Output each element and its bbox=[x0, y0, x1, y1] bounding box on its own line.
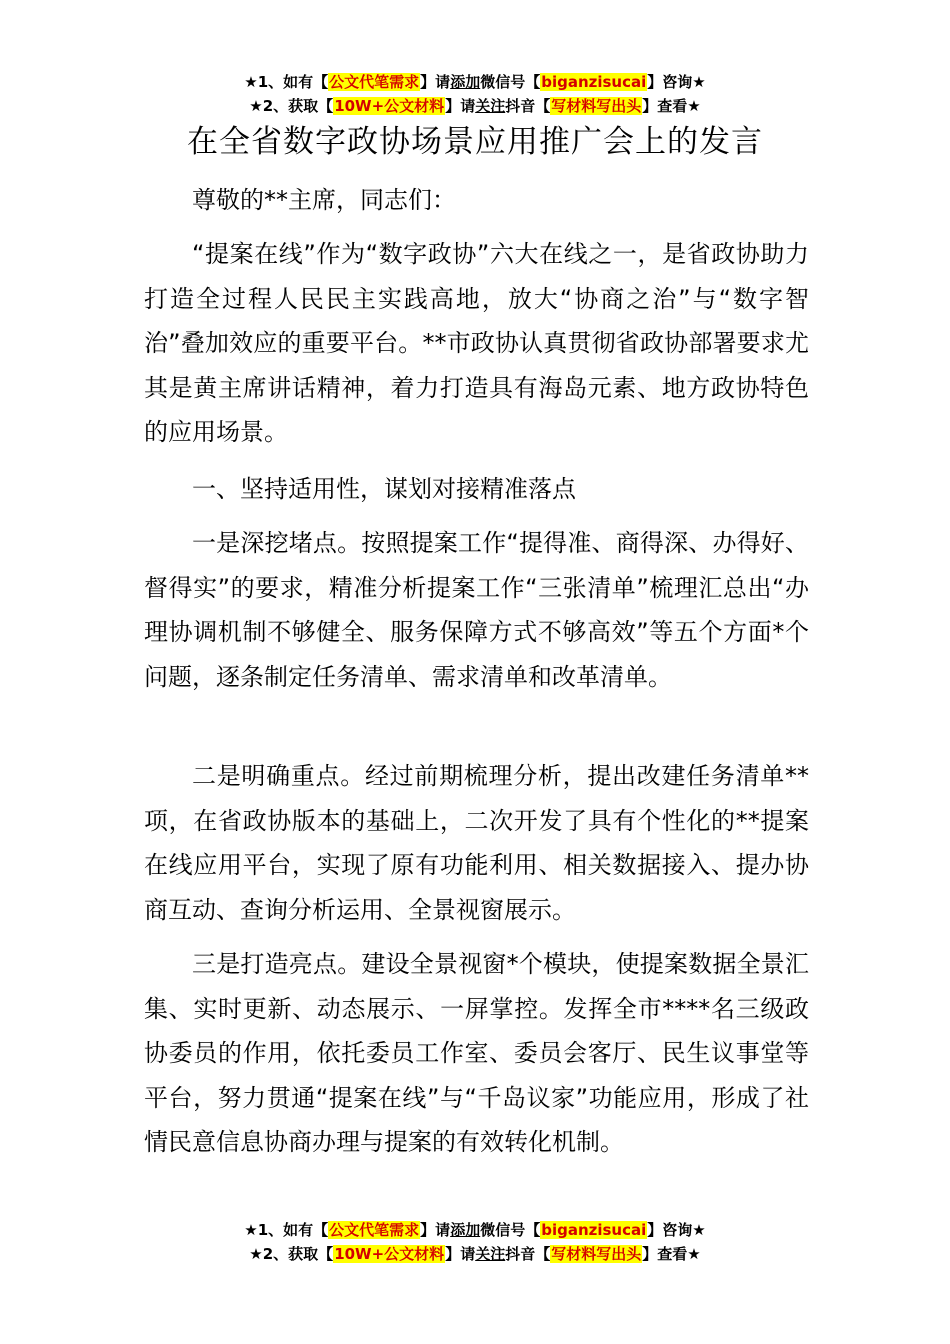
promo-underlined-text: 关注 bbox=[475, 1245, 506, 1263]
promo-underlined-text: 添加 bbox=[450, 1221, 481, 1239]
point-three-text: 三是打造亮点。建设全景视窗*个模块，使提案数据全景汇集、实时更新、动态展示、一屏掌控。发挥全市****名三级政协委员的作用，依托委员工作室、委员会客厅、民生议事堂等平台，努力贯通“提案在线”与“千岛议家”功能应用，形成了社情民意信息协商办理与提案的有效转化机制。 bbox=[144, 950, 809, 1156]
promo-highlight: 公文代笔需求 bbox=[329, 73, 420, 91]
section-heading bbox=[144, 467, 809, 512]
greeting-paragraph bbox=[144, 178, 809, 223]
promo-text: 】请 bbox=[420, 1221, 451, 1239]
promo-text: 微信号【 bbox=[480, 1221, 541, 1239]
greeting-text: 尊敬的**主席，同志们： bbox=[192, 186, 456, 214]
promo-line-2 bbox=[0, 1242, 950, 1266]
promo-highlight: 公文代笔需求 bbox=[329, 1221, 420, 1239]
promo-text: ★1、如有【 bbox=[244, 1221, 329, 1239]
section-heading-text: 一、坚持适用性，谋划对接精准落点 bbox=[192, 475, 576, 503]
point-two-text: 二是明确重点。经过前期梳理分析，提出改建任务清单**项，在省政协版本的基础上，二次开发了具有个性化的**提案在线应用平台，实现了原有功能利用、相关数据接入、提办协商互动、查询分析运用、全景视窗展示。 bbox=[144, 762, 809, 924]
document-title: 在全省数字政协场景应用推广会上的发言 bbox=[187, 124, 763, 160]
point-one-paragraph bbox=[144, 521, 809, 699]
promo-highlight: 10W+公文材料 bbox=[334, 1245, 445, 1263]
promo-highlight: 写材料写出头 bbox=[551, 97, 642, 115]
promo-highlight: biganzisucai bbox=[541, 73, 647, 91]
promo-text: 】查看★ bbox=[642, 97, 701, 115]
promo-text: 抖音【 bbox=[505, 1245, 551, 1263]
point-one-text: 一是深挖堵点。按照提案工作“提得准、商得深、办得好、督得实”的要求，精准分析提案工作“三张清单”梳理汇总出“办理协调机制不够健全、服务保障方式不够高效”等五个方面*个问题，逐条制定任务清单、需求清单和改革清单。 bbox=[144, 529, 809, 691]
promo-underlined-text: 添加 bbox=[450, 73, 481, 91]
promo-banner-top bbox=[0, 70, 950, 118]
promo-highlight: 写材料写出头 bbox=[551, 1245, 642, 1263]
promo-text: 】请 bbox=[420, 73, 451, 91]
promo-text: 】咨询★ bbox=[647, 1221, 706, 1239]
promo-underlined-text: 关注 bbox=[475, 97, 506, 115]
promo-highlight: biganzisucai bbox=[541, 1221, 647, 1239]
promo-text: 抖音【 bbox=[505, 97, 551, 115]
promo-text: 】查看★ bbox=[642, 1245, 701, 1263]
intro-paragraph bbox=[144, 232, 809, 455]
promo-banner-bottom bbox=[0, 1218, 950, 1266]
promo-text: ★1、如有【 bbox=[244, 73, 329, 91]
promo-line-2 bbox=[0, 94, 950, 118]
promo-line-1 bbox=[0, 70, 950, 94]
promo-text: 】请 bbox=[445, 97, 476, 115]
promo-highlight: 10W+公文材料 bbox=[334, 97, 445, 115]
promo-text: ★2、获取【 bbox=[249, 1245, 334, 1263]
point-two-paragraph bbox=[144, 754, 809, 932]
point-three-paragraph bbox=[144, 942, 809, 1165]
promo-text: 】咨询★ bbox=[647, 73, 706, 91]
promo-text: 微信号【 bbox=[480, 73, 541, 91]
promo-text: 】请 bbox=[445, 1245, 476, 1263]
intro-text: “提案在线”作为“数字政协”六大在线之一，是省政协助力打造全过程人民民主实践高地，放大“协商之治”与“数字智治”叠加效应的重要平台。**市政协认真贯彻省政协部署要求尤其是黄主席讲话精神，着力打造具有海岛元素、地方政协特色的应用场景。 bbox=[144, 240, 809, 446]
promo-line-1 bbox=[0, 1218, 950, 1242]
promo-text: ★2、获取【 bbox=[249, 97, 334, 115]
